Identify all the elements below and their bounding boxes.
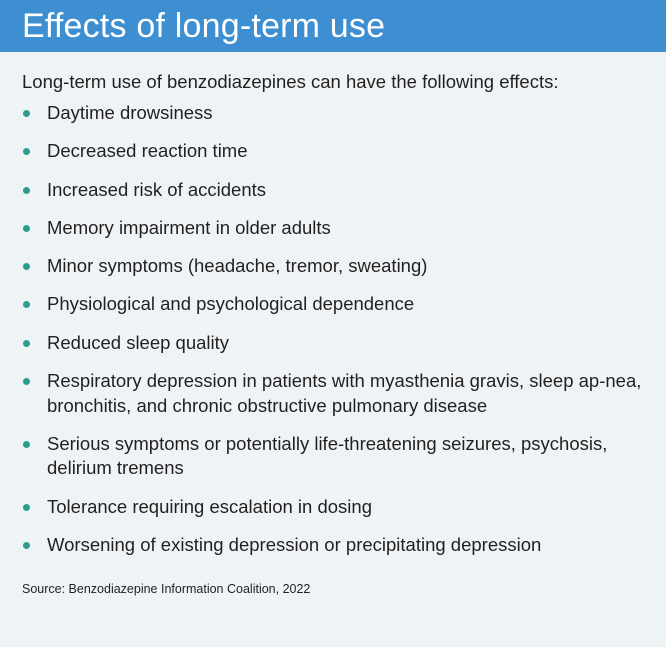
list-item bbox=[22, 369, 644, 418]
title-bar bbox=[0, 0, 666, 52]
list-item bbox=[22, 216, 644, 241]
list-item bbox=[22, 292, 644, 317]
list-item bbox=[22, 533, 644, 558]
intro-text: Long-term use of benzodiazepines can have the following effects: bbox=[22, 71, 559, 92]
list-item bbox=[22, 101, 644, 126]
dot-bullet-icon bbox=[23, 301, 30, 308]
page-title: Effects of long-term use bbox=[22, 7, 386, 45]
list-item-text: Minor symptoms (headache, tremor, sweating) bbox=[47, 255, 428, 277]
dot-bullet-icon bbox=[23, 187, 30, 194]
content-area bbox=[0, 52, 666, 597]
list-item bbox=[22, 178, 644, 203]
dot-bullet-icon bbox=[23, 441, 30, 448]
list-item-text: Reduced sleep quality bbox=[47, 331, 230, 353]
list-item-text: Serious symptoms or potentially life-threatening seizures, psychosis, delirium tremens bbox=[47, 432, 608, 479]
list-item bbox=[22, 432, 644, 481]
list-item-text: Respiratory depression in patients with myasthenia gravis, sleep ap-nea, bronchitis, and chronic obstructive pulmonary disease bbox=[47, 370, 642, 416]
list-item-text: Physiological and psychological dependence bbox=[47, 293, 415, 315]
list-item-text: Memory impairment in older adults bbox=[47, 216, 331, 238]
list-item-text: Decreased reaction time bbox=[47, 140, 248, 162]
list-item-text: Increased risk of accidents bbox=[47, 178, 267, 200]
list-item bbox=[22, 331, 644, 356]
dot-bullet-icon bbox=[23, 504, 30, 511]
list-item bbox=[22, 495, 644, 520]
effects-list bbox=[22, 101, 644, 557]
list-item-text: Tolerance requiring escalation in dosing bbox=[47, 495, 372, 517]
list-item bbox=[22, 254, 644, 279]
dot-bullet-icon bbox=[23, 225, 30, 232]
source-citation: Source: Benzodiazepine Information Coalition, 2022 bbox=[22, 582, 311, 597]
list-item-text: Worsening of existing depression or precipitating depression bbox=[47, 533, 542, 555]
dot-bullet-icon bbox=[23, 340, 30, 347]
list-item-text: Daytime drowsiness bbox=[47, 102, 213, 123]
dot-bullet-icon bbox=[23, 148, 30, 155]
dot-bullet-icon bbox=[23, 263, 30, 270]
list-item bbox=[22, 139, 644, 164]
dot-bullet-icon bbox=[23, 110, 30, 117]
dot-bullet-icon bbox=[23, 378, 30, 385]
dot-bullet-icon bbox=[23, 542, 30, 549]
